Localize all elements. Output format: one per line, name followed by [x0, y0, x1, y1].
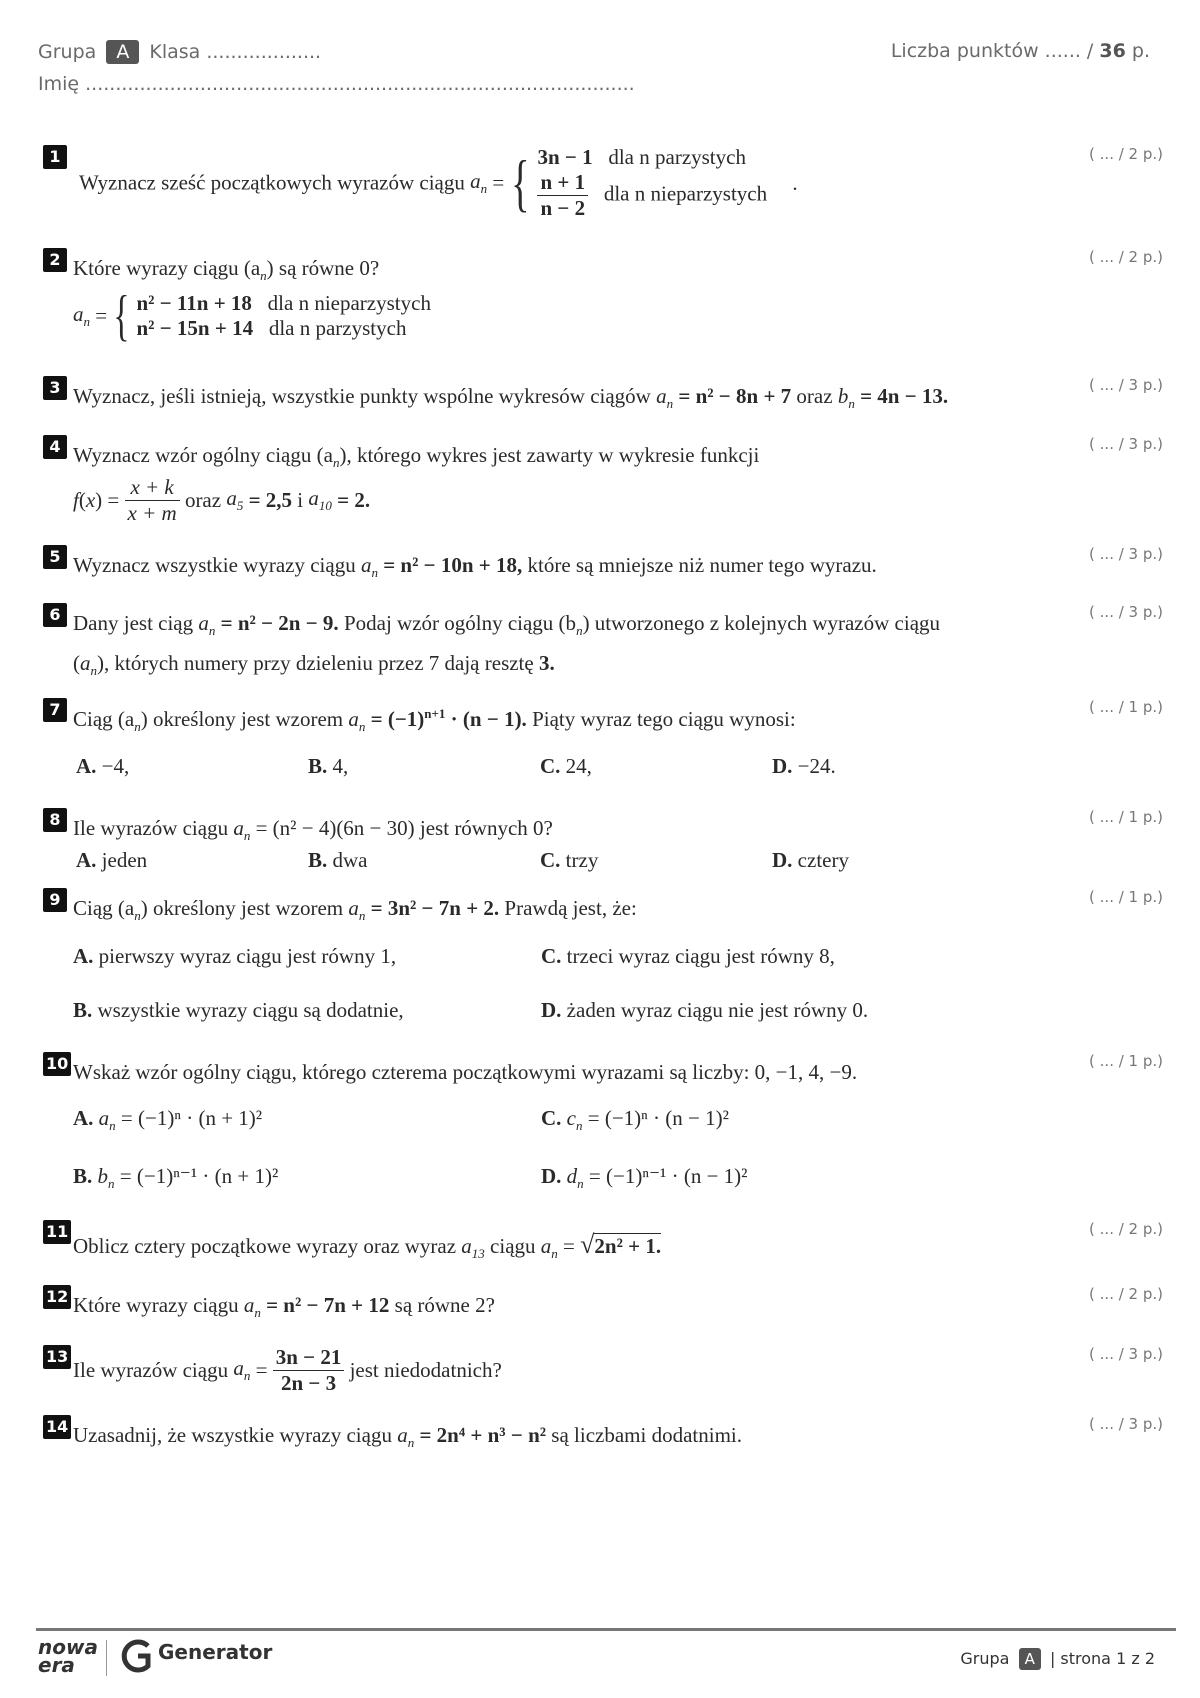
question-2: 2 ( ... / 2 p.) Które wyrazy ciągu $(a_n)$ są równe 0? $a_n$ = { n² − 11n + 18 dla n nieparzystych n² − 15n + 14 dla n parzystych — [43, 248, 1163, 358]
answer-option-c[interactable]: C. trzy — [540, 848, 599, 872]
generator-g-icon — [120, 1636, 154, 1676]
nowa-era-logo: nowa era — [38, 1635, 98, 1677]
piecewise-formula: $a_n$ = { n² − 11n + 18 dla n nieparzystych n² − 15n + 14 dla n parzystych — [73, 285, 431, 347]
answer-option-a[interactable]: A. jeden — [76, 848, 148, 872]
footer-divider — [36, 1628, 1176, 1631]
answer-option-a[interactable]: A. −4, — [76, 754, 130, 778]
answer-option-c[interactable]: C. 24, — [540, 754, 592, 778]
answer-option-b[interactable]: B. wszystkie wyrazy ciągu są dodatnie, — [73, 998, 404, 1022]
answer-option-a[interactable]: A. $a_n = (-1)^n \cdot (n + 1)^2$ — [73, 1106, 263, 1134]
footer-page-info: Grupa A | strona 1 z 2 — [960, 1649, 1155, 1668]
footer-separator — [106, 1640, 107, 1676]
answer-option-d[interactable]: D. $d_n = (-1)^{n-1} \cdot (n - 1)^2$ — [541, 1164, 748, 1192]
question-6: 6 ( ... / 3 p.) Dany jest ciąg $a_n = n^2 - 2n - 9$. Podaj wzór ogólny ciągu $(b_n)$ utworzonego z kolejnych wyrazów ciągu $(a_n)$, których numery przy dzieleniu przez 7 dają resztę 3. — [43, 603, 1163, 678]
question-3: 3 ( ... / 3 p.) Wyznacz, jeśli istnieją, wszystkie punkty wspólne wykresów ciągów $a_n = n^2 - 8n + 7$ oraz $b_n = 4n - 13$. — [43, 376, 1163, 416]
question-12: 12 ( ... / 2 p.) Które wyrazy ciągu $a_n = n^2 - 7n + 12$ są równe 2? — [43, 1285, 1163, 1325]
question-9: 9 ( ... / 1 p.) Ciąg $(a_n)$ określony jest wzorem $a_n = 3n^2 - 7n + 2$. Prawdą jest, że: A. pierwszy wyraz ciągu jest równy 1, B. wszystkie wyrazy ciągu są dodatnie, C. trzeci wyraz ciągu jest równy 8, D. żaden wyraz ciągu nie jest równy 0. — [43, 888, 1163, 1028]
answer-option-d[interactable]: D. żaden wyraz ciągu nie jest równy 0. — [541, 998, 869, 1022]
question-14: 14 ( ... / 3 p.) Uzasadnij, że wszystkie wyrazy ciągu $a_n = 2n^4 + n^3 - n^2$ są liczbami dodatnimi. — [43, 1415, 1163, 1455]
question-7: 7 ( ... / 1 p.) Ciąg $(a_n)$ określony jest wzorem $a_n = (-1)^{n+1} \cdot (n - 1)$. Piąty wyraz tego ciągu wynosi: A. −4, B. 4, C. 24, D. −24. — [43, 698, 1163, 788]
header-group: Grupa A Klasa ................... — [38, 41, 322, 63]
question-13: 13 ( ... / 3 p.) Ile wyrazów ciągu $a_n$ = $\frac{3n - 21}{2n - 3}$ jest niedodatnich? — [43, 1345, 1163, 1405]
question-10: 10 ( ... / 1 p.) Wskaż wzór ogólny ciągu, którego czterema początkowymi wyrazami są liczby: 0, −1, 4, −9. A. $a_n = (-1)^n \cdot (n + 1)^2$ B. $b_n = (-1)^{n-1} \cdot (n + 1)^2$ C. $c_n = (-1)^n \cdot (n - 1)^2$ D. $d_n = (-1)^{n-1} \cdot (n - 1)^2$ — [43, 1052, 1163, 1202]
question-5: 5 ( ... / 3 p.) Wyznacz wszystkie wyrazy ciągu $a_n = n^2 - 10n + 18$, które są mniejsze niż numer tego wyrazu. — [43, 545, 1163, 585]
class-field: Klasa ................... — [149, 41, 322, 63]
points-field: Liczba punktów ...... / 36 p. — [890, 40, 1150, 62]
generator-logo — [120, 1636, 154, 1680]
question-4: 4 ( ... / 3 p.) Wyznacz wzór ogólny ciągu $(a_n)$, którego wykres jest zawarty w wykresie funkcji f(x) = $\frac{x + k}{x + m}$ oraz $a_5 = 2,5$ i $a_{10} = 2$. — [43, 435, 1163, 530]
answer-option-b[interactable]: B. 4, — [308, 754, 349, 778]
answer-option-d[interactable]: D. cztery — [772, 848, 849, 872]
answer-option-b[interactable]: B. dwa — [308, 848, 368, 872]
answer-option-c[interactable]: C. trzeci wyraz ciągu jest równy 8, — [541, 944, 835, 968]
name-field: Imię ........................................................................................... — [38, 73, 635, 95]
answer-option-a[interactable]: A. pierwszy wyraz ciągu jest równy 1, — [73, 944, 397, 968]
question-1: 1 ( ... / 2 p.) Wyznacz sześć początkowych wyrazów ciągu $a_n$ = { 3n − 1 dla n parzystych $\frac{n + 1}{n - 2}$ dla n nieparzystych . — [43, 145, 1163, 235]
piecewise-formula: 3n − 1 dla n parzystych $\frac{n + 1}{n - 2}$ dla n nieparzystych — [537, 145, 768, 220]
question-points: ( ... / 2 p.) — [1089, 145, 1163, 163]
question-number: 1 — [43, 145, 67, 169]
question-8: 8 ( ... / 1 p.) Ile wyrazów ciągu $a_n = (n^2 - 4)(6n - 30)$ jest równych 0? A. jeden B. dwa C. trzy D. cztery — [43, 808, 1163, 873]
answer-option-b[interactable]: B. $b_n = (-1)^{n-1} \cdot (n + 1)^2$ — [73, 1164, 279, 1192]
answer-option-d[interactable]: D. −24. — [772, 754, 836, 778]
question-11: 11 ( ... / 2 p.) Oblicz cztery początkowe wyrazy oraz wyraz $a_{13}$ ciągu $a_n = √2n^2 + 1$. — [43, 1220, 1163, 1265]
group-badge: A — [106, 40, 139, 64]
answer-option-c[interactable]: C. $c_n = (-1)^n \cdot (n - 1)^2$ — [541, 1106, 729, 1134]
